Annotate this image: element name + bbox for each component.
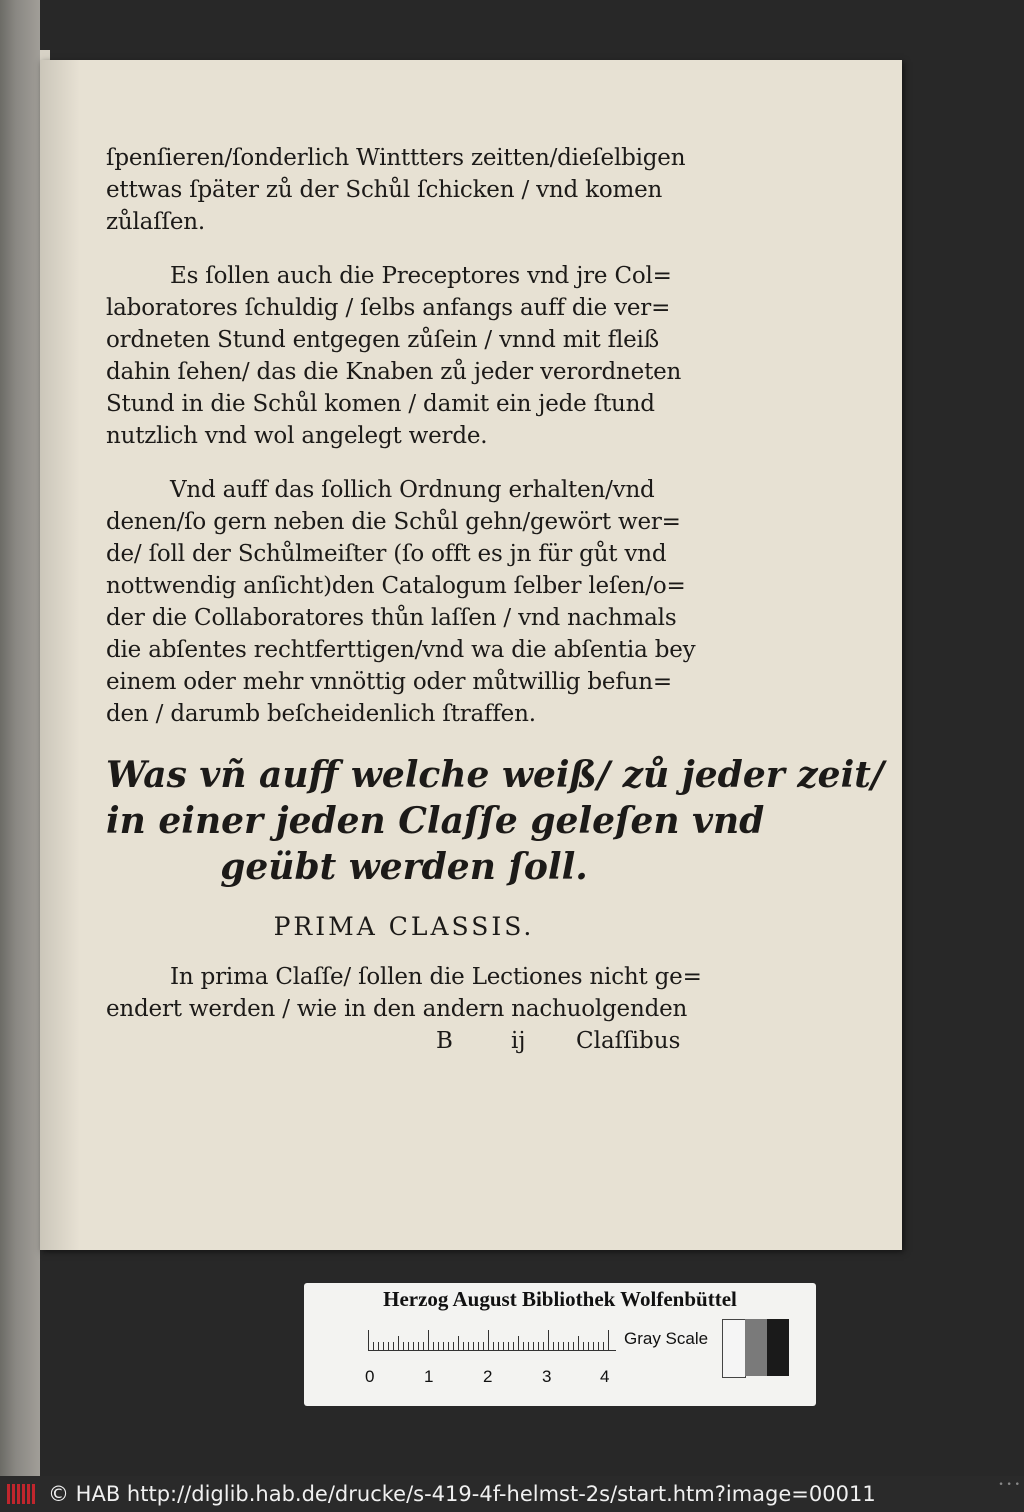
- ruler-tick: [368, 1330, 369, 1350]
- ruler-tick: [468, 1342, 469, 1350]
- ruler-tick: [378, 1342, 379, 1350]
- ruler-tick: [568, 1342, 569, 1350]
- paragraph-3: [106, 474, 702, 730]
- ruler-tick: [528, 1342, 529, 1350]
- ruler-tick: [373, 1342, 374, 1350]
- ruler-tick: [563, 1342, 564, 1350]
- ruler-number: 4: [600, 1367, 610, 1386]
- ruler-tick: [603, 1342, 604, 1350]
- text-line: den / darumb beſcheidenlich ſtraffen.: [106, 701, 536, 727]
- text-line: nottwendig anſicht)den Catalogum ſelber leſen/o=: [106, 573, 686, 599]
- ruler-number: 1: [424, 1367, 434, 1386]
- gray-swatch-mid: [745, 1319, 767, 1376]
- paragraph-2: [106, 260, 702, 452]
- ruler-tick: [498, 1342, 499, 1350]
- text-line: denen/ſo gern neben die Schůl gehn/gewört wer=: [106, 509, 681, 535]
- text-line: dahin ſehen/ das die Knaben zů jeder verordneten: [106, 359, 682, 385]
- ruler-number: 3: [542, 1367, 552, 1386]
- ruler-tick: [438, 1342, 439, 1350]
- text-line: endert werden / wie in den andern nachuolgenden: [106, 996, 688, 1022]
- paragraph-4: [106, 961, 702, 1025]
- ruler-tick: [483, 1342, 484, 1350]
- text-line: die abſentes rechtferttigen/vnd wa die abſentia bey: [106, 637, 696, 663]
- ruler-number: 2: [483, 1367, 493, 1386]
- ruler-tick: [448, 1342, 449, 1350]
- ruler-tick: [473, 1342, 474, 1350]
- ruler-number: 0: [365, 1367, 375, 1386]
- ruler-tick: [398, 1336, 399, 1350]
- text-line: der die Collaboratores thůn laſſen / vnd nachmals: [106, 605, 677, 631]
- ruler-tick: [493, 1342, 494, 1350]
- ruler-tick: [383, 1342, 384, 1350]
- gray-swatch-dark: [767, 1319, 789, 1376]
- ruler-tick: [538, 1342, 539, 1350]
- ruler-tick: [488, 1330, 489, 1350]
- ruler-tick: [593, 1342, 594, 1350]
- text-line: Es ſollen auch die Preceptores vnd jre Col=: [170, 263, 672, 289]
- catchword: Claſſibus: [576, 1028, 681, 1054]
- ruler: [368, 1330, 616, 1351]
- ruler-tick: [393, 1342, 394, 1350]
- section-heading: [106, 752, 885, 890]
- gray-scale-label: Gray Scale: [624, 1329, 709, 1348]
- ruler-tick: [558, 1342, 559, 1350]
- ruler-tick: [418, 1342, 419, 1350]
- text-line: de/ ſoll der Schůlmeiſter (ſo offt es jn für gůt vnd: [106, 541, 667, 567]
- text-line: ettwas ſpäter zů der Schůl ſchicken / vnd komen: [106, 177, 663, 203]
- viewer-footer: [0, 1476, 1024, 1512]
- hab-logo-icon: [7, 1482, 37, 1506]
- ruler-tick: [583, 1342, 584, 1350]
- signature-mark: B: [436, 1028, 453, 1054]
- ruler-tick: [523, 1342, 524, 1350]
- ruler-tick: [413, 1342, 414, 1350]
- color-scale-card: [304, 1283, 816, 1406]
- library-name: Herzog August Bibliothek Wolfenbüttel: [383, 1287, 737, 1311]
- gray-swatch-light: [722, 1319, 746, 1378]
- text-line: Vnd auff das ſollich Ordnung erhalten/vnd: [170, 477, 655, 503]
- gutter-shade: [40, 60, 80, 1250]
- text-line: Stund in die Schůl komen / damit ein jede ſtund: [106, 391, 655, 417]
- ruler-tick: [588, 1342, 589, 1350]
- paragraph-1: [106, 142, 702, 238]
- ruler-tick: [598, 1342, 599, 1350]
- ruler-tick: [533, 1342, 534, 1350]
- ruler-tick: [423, 1342, 424, 1350]
- ruler-tick: [428, 1330, 429, 1350]
- ruler-tick: [578, 1336, 579, 1350]
- subheading: PRIMA CLASSIS.: [273, 912, 535, 941]
- ruler-tick: [463, 1342, 464, 1350]
- text-line: laboratores ſchuldig / ſelbs anfangs auff die ver=: [106, 295, 671, 321]
- ruler-tick: [458, 1336, 459, 1350]
- ruler-tick: [518, 1336, 519, 1350]
- ruler-tick: [543, 1342, 544, 1350]
- heading-line: Was vñ auff welche weiß/ zů jeder zeit/: [106, 754, 885, 796]
- text-line: einem oder mehr vnnöttig oder můtwillig befun=: [106, 669, 672, 695]
- ruler-tick: [433, 1342, 434, 1350]
- ruler-tick: [548, 1330, 549, 1350]
- ruler-tick: [573, 1342, 574, 1350]
- ruler-tick: [478, 1342, 479, 1350]
- corner-dots: • • •: [998, 1480, 1020, 1490]
- ruler-tick: [443, 1342, 444, 1350]
- text-line: zůlaſſen.: [106, 209, 205, 235]
- left-page-edge: [0, 0, 40, 1476]
- ruler-tick: [388, 1342, 389, 1350]
- text-line: In prima Claſſe/ ſollen die Lectiones nicht ge=: [170, 964, 702, 990]
- text-line: ſpenſieren/ſonderlich Winttters zeitten/dieſelbigen: [106, 145, 686, 171]
- page-footer-line: [106, 1025, 702, 1057]
- text-line: ordneten Stund entgegen zůſein / vnnd mit fleiß: [106, 327, 659, 353]
- book-page: [40, 60, 902, 1250]
- ruler-tick: [508, 1342, 509, 1350]
- ruler-tick: [553, 1342, 554, 1350]
- heading-line: in einer jeden Claſſe geleſen vnd: [106, 800, 765, 842]
- ruler-tick: [503, 1342, 504, 1350]
- heading-line: geübt werden ſoll.: [220, 846, 588, 888]
- ruler-tick: [408, 1342, 409, 1350]
- ruler-tick: [453, 1342, 454, 1350]
- copyright-url[interactable]: © HAB http://diglib.hab.de/drucke/s-419-4f-helmst-2s/start.htm?image=00011: [48, 1482, 876, 1506]
- ruler-tick: [403, 1342, 404, 1350]
- signature-number: ij: [511, 1028, 526, 1054]
- ruler-tick: [608, 1330, 609, 1350]
- ruler-tick: [513, 1342, 514, 1350]
- text-line: nutzlich vnd wol angelegt werde.: [106, 423, 488, 449]
- page-text: [106, 142, 885, 1057]
